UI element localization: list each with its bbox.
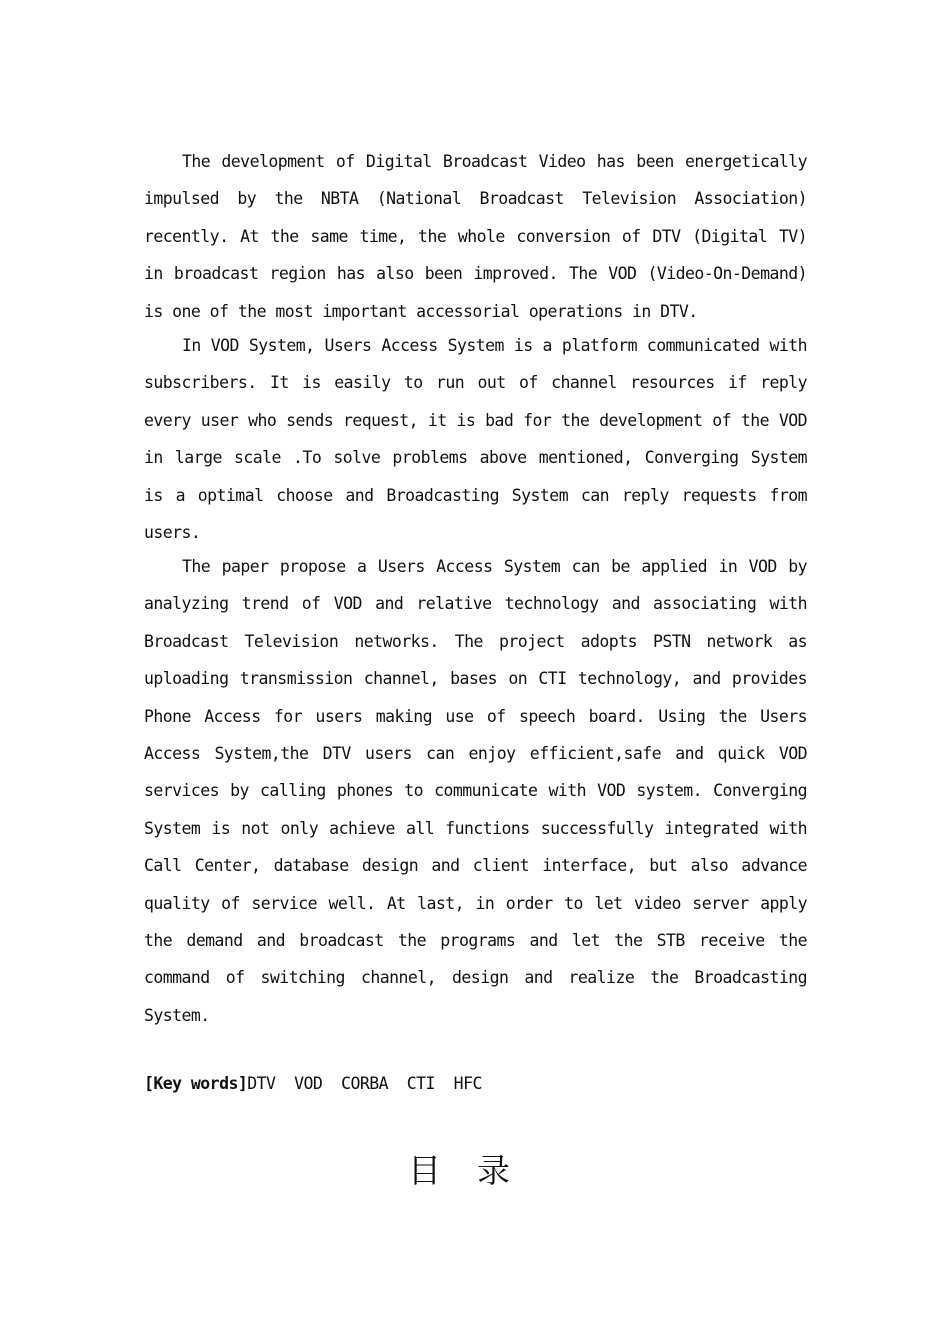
abstract-paragraph-3: The paper propose a Users Access System can be applied in VOD by analyzing trend of VOD and relative technology and associating with Broadcast Television networks. The project adopts PSTN network as uploading transmission channel, bases on CTI technology, and provides Phone Access for users making use of speech board. Using the Users Access System,the DTV users can enjoy efficient,safe and quick VOD services by calling phones to communicate with VOD system. Converging System is not only achieve all functions successfully integrated with Call Center, database design and client interface, but also advance quality of service well. At last, in order to let video server apply the demand and broadcast the programs and let the STB receive the command of switching channel, design and realize the Broadcasting System. — [144, 557, 807, 1025]
keywords-line — [144, 1071, 482, 1097]
table-of-contents-heading: 目录 — [408, 1151, 546, 1190]
keywords-label: [Key words] — [144, 1074, 248, 1093]
abstract-paragraph-1: The development of Digital Broadcast Video has been energetically impulsed by the NBTA (National Broadcast Television Association) recently. At the same time, the whole conversion of DTV (Digital TV) in broadcast region has also been improved. The VOD (Video-On-Demand) is one of the most important accessorial operations in DTV. — [144, 152, 807, 321]
keywords-values: DTV VOD CORBA CTI HFC — [247, 1074, 482, 1093]
abstract-paragraph-2: In VOD System, Users Access System is a platform communicated with subscribers. It is easily to run out of channel resources if reply every user who sends request, it is bad for the development of the VOD in large scale .To solve problems above mentioned, Converging System is a optimal choose and Broadcasting System can reply requests from users. — [144, 336, 807, 543]
